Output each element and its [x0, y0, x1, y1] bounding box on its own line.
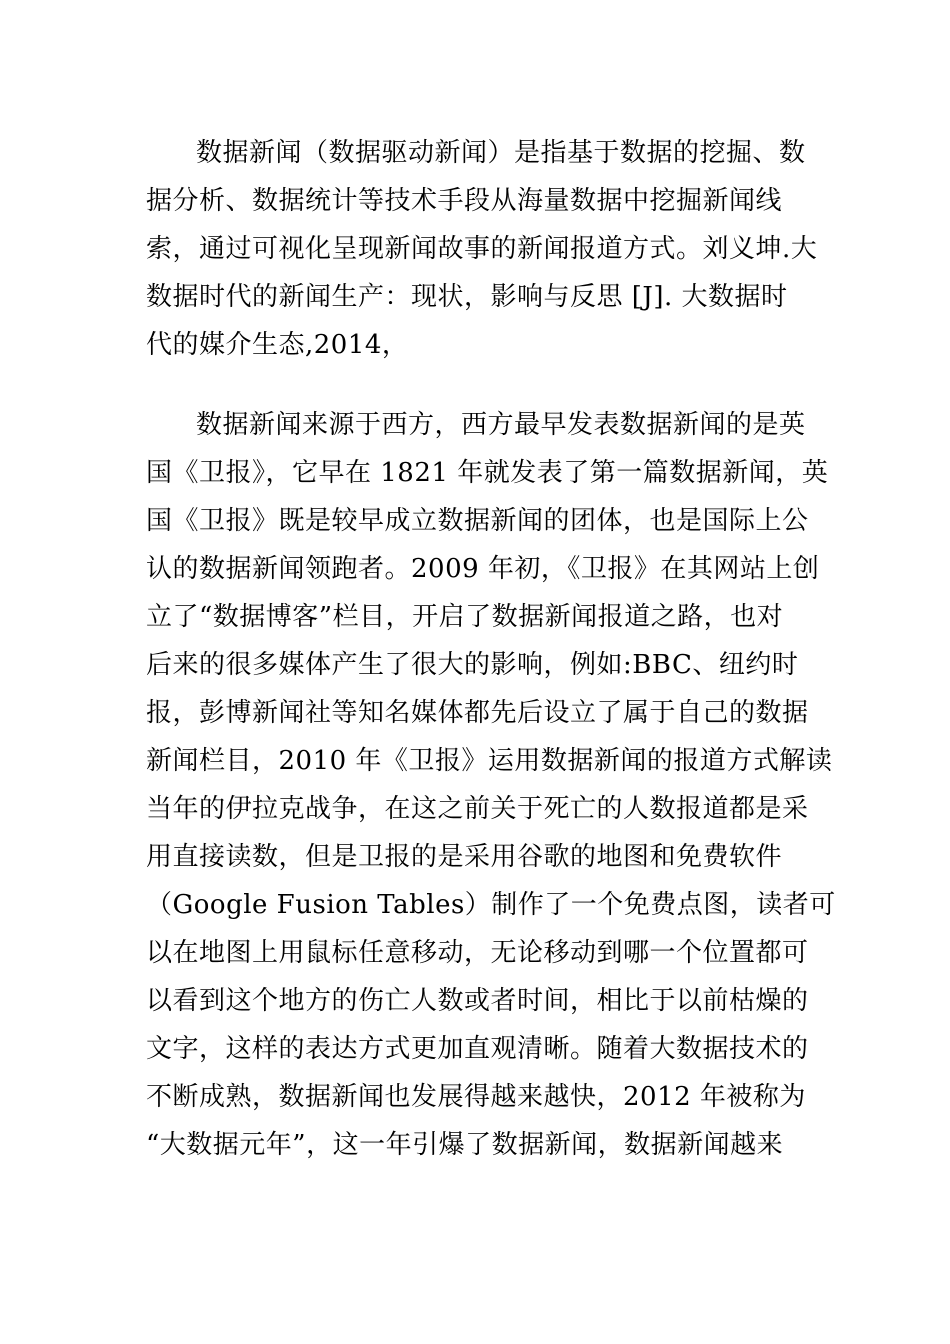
text-line: 数据时代的新闻生产：现状，影响与反思 [J]. 大数据时 — [146, 282, 788, 312]
text-line: 立了“数据博客”栏目，开启了数据新闻报道之路，也对 — [146, 602, 784, 632]
text-line: 以在地图上用鼠标任意移动，无论移动到哪一个位置都可 — [146, 938, 809, 968]
text-line: 文字，这样的表达方式更加直观清晰。随着大数据技术的 — [146, 1034, 809, 1064]
text-line: 报，彭博新闻社等知名媒体都先后设立了属于自己的数据 — [146, 698, 809, 728]
text-line: 用直接读数，但是卫报的是采用谷歌的地图和免费软件 — [146, 842, 783, 872]
text-line: 代的媒介生态,2014， — [146, 330, 409, 360]
text-line: 新闻栏目，2010 年《卫报》运用数据新闻的报道方式解读 — [146, 746, 833, 776]
text-line: “大数据元年”，这一年引爆了数据新闻，数据新闻越来 — [146, 1130, 784, 1160]
text-line: （Google Fusion Tables）制作了一个免费点图，读者可 — [146, 890, 836, 920]
text-line: 国《卫报》，它早在 1821 年就发表了第一篇数据新闻，英 — [146, 458, 829, 488]
text-line: 后来的很多媒体产生了很大的影响，例如:BBC、纽约时 — [146, 650, 799, 680]
text-line: 国《卫报》既是较早成立数据新闻的团体，也是国际上公 — [146, 506, 809, 536]
text-line: 数据新闻（数据驱动新闻）是指基于数据的挖掘、数 — [196, 138, 806, 168]
text-line: 认的数据新闻领跑者。2009 年初，《卫报》在其网站上创 — [146, 554, 820, 584]
text-line: 据分析、数据统计等技术手段从海量数据中挖掘新闻线 — [146, 186, 783, 216]
text-line: 以看到这个地方的伤亡人数或者时间，相比于以前枯燥的 — [146, 986, 809, 1016]
text-line: 当年的伊拉克战争，在这之前关于死亡的人数报道都是采 — [146, 794, 809, 824]
text-line: 索，通过可视化呈现新闻故事的新闻报道方式。刘义坤.大 — [146, 234, 818, 264]
text-line: 不断成熟，数据新闻也发展得越来越快，2012 年被称为 — [146, 1082, 806, 1112]
text-line: 数据新闻来源于西方，西方最早发表数据新闻的是英 — [196, 410, 806, 440]
